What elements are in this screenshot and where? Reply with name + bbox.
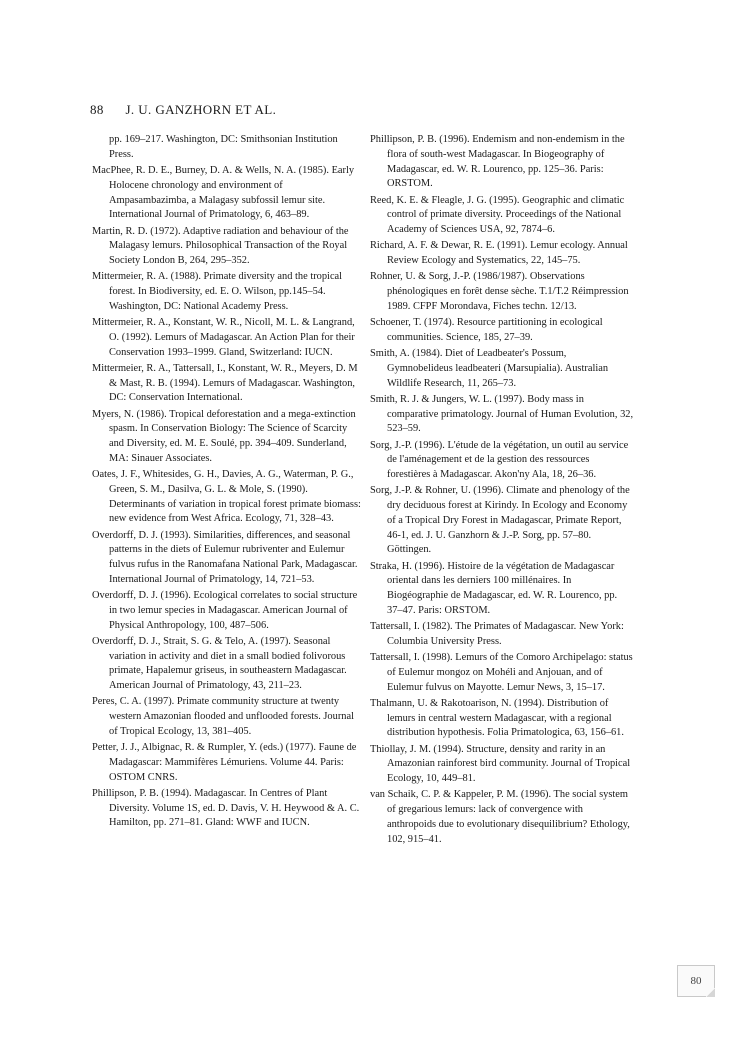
reference-entry: Sorg, J.-P. & Rohner, U. (1996). Climate and phenology of the dry deciduous forest at Kirindy. In Ecology and Economy of a Tropical Dry Forest in Madagascar, Primate Report, 46-1, ed. J. U. Ganzhorn & J.-P. Sorg, pp. 57–80. Göttingen. (370, 485, 630, 556)
reference-entry: Smith, A. (1984). Diet of Leadbeater's Possum, Gymnobelideus leadbeateri (Marsupialia). Australian Wildlife Research, 11, 265–73. (370, 348, 609, 389)
running-title: J. U. GANZHORN ET AL. (125, 102, 277, 117)
reference-entry: Oates, J. F., Whitesides, G. H., Davies, A. G., Waterman, P. G., Green, S. M., Dasilva, G. L. & Mole, S. (1990). Determinants of variation in tropical forest primate biomass: new evidence from West Africa. Ecology, 71, 328–43. (92, 469, 361, 525)
reference-entry: Mittermeier, R. A., Tattersall, I., Konstant, W. R., Meyers, D. M & Mast, R. B. (1994). Lemurs of Madagascar. Washington, DC: Conservation International. (92, 362, 358, 404)
reference-entry: Smith, R. J. & Jungers, W. L. (1997). Body mass in comparative primatology. Journal of Human Evolution, 32, 523–59. (370, 393, 634, 435)
reference-entry: Sorg, J.-P. (1996). L'étude de la végétation, un outil au service de l'aménagement et de la gestion des ressources forestières à Madagascar. Akon'ny Ala, 18, 26–36. (370, 439, 629, 480)
reference-entry: Thalmann, U. & Rakotoarison, N. (1994). Distribution of lemurs in central western Madagascar, with a regional distribution hypothesis. Folia Primatologica, 63, 156–61. (370, 697, 624, 739)
reference-entry: Rohner, U. & Sorg, J.-P. (1986/1987). Observations phénologiques en forêt dense sèche. T.1/T.2 Réimpression 1989. CFPF Morondava, Fiches techn. 12/13. (370, 271, 629, 312)
reference-entry: Tattersall, I. (1998). Lemurs of the Comoro Archipelago: status of Eulemur mongoz on Mohéli and Anjouan, and of Eulemur fulvus on Mayotte. Lemur News, 3, 15–17. (370, 652, 633, 693)
page-number: 88 (90, 102, 104, 117)
page-stamp: 80 (677, 965, 715, 997)
reference-entry: Straka, H. (1996). Histoire de la végétation de Madagascar oriental dans les derniers 100 millénaires. In Biogéographie de Madagascar, ed. W. R. Lourenco, pp. 37–47. Paris: ORSTOM. (370, 560, 618, 616)
reference-entry: pp. 169–217. Washington, DC: Smithsonian Institution Press. (109, 134, 338, 160)
reference-entry: van Schaik, C. P. & Kappeler, P. M. (1996). The social system of gregarious lemurs: lack of convergence with anthropoids due to evolutionary disequilibrium? Ethology, 102, 915–41. (370, 789, 630, 845)
reference-entry: Schoener, T. (1974). Resource partitioning in ecological communities. Science, 185, 27–39. (370, 317, 603, 343)
reference-entry: Overdorff, D. J., Strait, S. G. & Telo, A. (1997). Seasonal variation in activity and diet in a small bodied folivorous primate, Hapalemur griseus, in southeastern Madagascar. American Journal of Primatology, 43, 211–23. (92, 635, 347, 691)
references-left-column (92, 133, 364, 833)
reference-entry: Myers, N. (1986). Tropical deforestation and a mega-extinction spasm. In Conservation Biology: The Science of Scarcity and Diversity, ed. M. E. Soulé, pp. 394–409. Sunderland, MA: Sinauer Associates. (92, 408, 356, 464)
reference-entry: MacPhee, R. D. E., Burney, D. A. & Wells, N. A. (1985). Early Holocene chronology and environment of Ampasambazimba, a Malagasy subfossil lemur site. International Journal of Primatology, 6, 463–89. (92, 165, 355, 221)
reference-entry: Mittermeier, R. A. (1988). Primate diversity and the tropical forest. In Biodiversity, ed. E. O. Wilson, pp.145–54. Washington, DC: National Academy Press. (92, 271, 343, 312)
reference-entry: Reed, K. E. & Fleagle, J. G. (1995). Geographic and climatic control of primate diversity. Proceedings of the National Academy of Sciences USA, 92, 7874–6. (370, 194, 625, 235)
reference-entry: Petter, J. J., Albignac, R. & Rumpler, Y. (eds.) (1977). Faune de Madagascar: Mammifères Lémuriens. Volume 44. Paris: OSTOM CNRS. (92, 742, 357, 783)
reference-entry: Overdorff, D. J. (1996). Ecological correlates to social structure in two lemur species in Madagascar. American Journal of Physical Anthropology, 100, 487–506. (92, 590, 358, 631)
reference-entry: Phillipson, P. B. (1994). Madagascar. In Centres of Plant Diversity. Volume 1S, ed. D. Davis, V. H. Heywood & A. C. Hamilton, pp. 271–81. Gland: WWF and IUCN. (92, 787, 360, 829)
reference-entry: Phillipson, P. B. (1996). Endemism and non-endemism in the flora of south-west Madagascar. In Biogeography of Madagascar, ed. W. R. Lourenco, pp. 125–36. Paris: ORSTOM. (370, 134, 625, 190)
reference-entry: Overdorff, D. J. (1993). Similarities, differences, and seasonal patterns in the diets of Eulemur rubriventer and Eulemur fulvus rufus in the Ranomafana National Park, Madagascar. International Journal of Primatology, 14, 721–53. (92, 529, 358, 585)
reference-entry: Richard, A. F. & Dewar, R. E. (1991). Lemur ecology. Annual Review Ecology and Systematics, 22, 145–75. (370, 240, 628, 266)
running-header (90, 102, 276, 118)
reference-entry: Tattersall, I. (1982). The Primates of Madagascar. New York: Columbia University Press. (370, 621, 624, 647)
reference-entry: Thiollay, J. M. (1994). Structure, density and rarity in an Amazonian rainforest bird community. Journal of Tropical Ecology, 10, 449–81. (370, 743, 631, 784)
reference-entry: Mittermeier, R. A., Konstant, W. R., Nicoll, M. L. & Langrand, O. (1992). Lemurs of Madagascar. An Action Plan for their Conservation 1993–1999. Gland, Switzerland: IUCN. (92, 317, 355, 358)
reference-entry: Martin, R. D. (1972). Adaptive radiation and behaviour of the Malagasy lemurs. Philosophical Transaction of the Royal Society London B, 264, 295–352. (92, 225, 349, 266)
references-right-column (370, 133, 634, 849)
reference-entry: Peres, C. A. (1997). Primate community structure at twenty western Amazonian flooded and unflooded forests. Journal of Tropical Ecology, 13, 381–405. (92, 696, 354, 737)
